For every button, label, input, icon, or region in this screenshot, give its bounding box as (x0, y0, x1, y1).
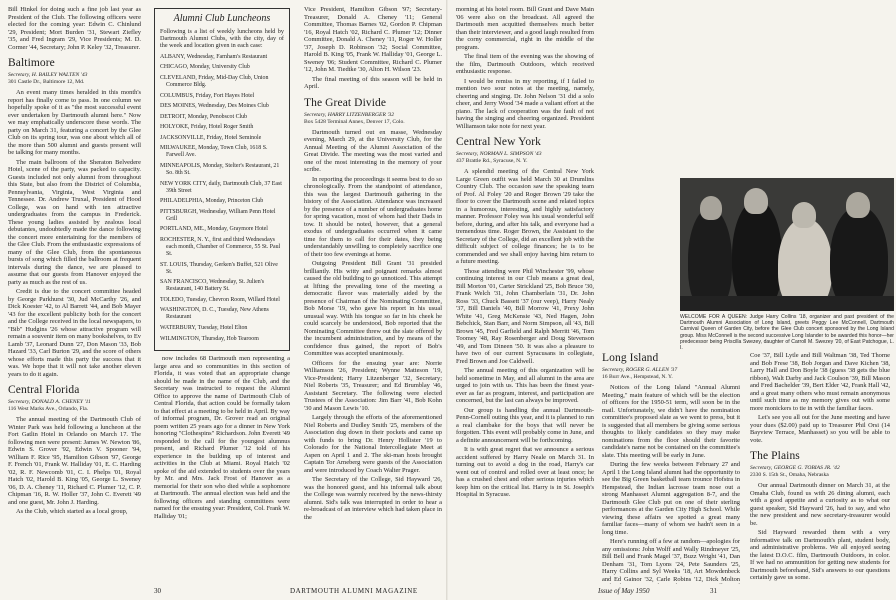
great-divide-preface-2: The final meeting of this season will be held in April. (304, 75, 442, 90)
luncheon-item: WILMINGTON, Thursday, Hob Tearoom (160, 335, 259, 342)
baltimore-address: 301 Castle Dr., Baltimore 12, Md. (8, 79, 85, 85)
central-florida-secretary: Secretary, DONALD A. CHENEY '11 (8, 399, 91, 405)
right-col-3 (750, 352, 890, 584)
luncheon-list (160, 54, 284, 343)
luncheon-box-title: Alumni Club Luncheons (173, 13, 271, 24)
central-new-york-paragraph: The annual meeting of this organization will be held sometime in May, and all alumni in the area are urged to join with us. This has been the finest year-ever as far as program, interest, and participation are concerned, but the last can always be improved. (456, 367, 594, 404)
luncheon-item: CLEVELAND, Friday, Mid-Day Club, Union Commerce Bldg. (160, 74, 269, 88)
baltimore-paragraph: Credit is due to the concert committee headed by George Parkhurst '30, Jud McCarthy '26, and Dick Koester '42, to Al Barrett '44, and Bob Mayer '43 for the excellent publicity both for the concert and the College received in the local newspapers, to "Bib" Hudgins '26 whose attractive program will remain a souvenir item on many bookshelves, to Ev Lamb '37, Leonard Dunn '27, Don Mason '33, Bob Hazard '33, Carl Burton '29, and the score of others whose efforts made this party the success that it was. We hope that it will not take another eleven years to do it again. (8, 288, 141, 378)
photo-figure (744, 188, 768, 214)
luncheon-item: ROCHESTER, N. Y., first and third Wednesdays each month, Chamber of Commerce, 55 St. Paul St. (160, 237, 281, 258)
baltimore-paragraph: An event many times heralded in this month's report has finally come to pass. In one column we hopefully spoke of it as "the most successful event ever undertaken by Dartmouth alumni here." Now we may emphatically underscore these words. The party on March 31, featuring a concert by the Glee Club on its spring tour, was one about which all of the more than 500 alumni and guests present will be talking for many months. (8, 89, 141, 156)
great-divide-secretary: Secretary, HARRY LITZENBERGER '32 (304, 111, 395, 118)
section-title-central-florida: Central Florida (8, 384, 80, 396)
great-divide-address: Box 5428 Terminal Annex, Denver 17, Colo. (304, 118, 405, 125)
photo-figure (732, 200, 782, 311)
luncheon-item: PORTLAND, ME., Monday, Graymore Hotel (160, 226, 268, 233)
plains-paragraph: Sid Hayward rewarded them with a very informative talk on Dartmouth's plant, student body, and administrative problems. We all enjoyed seeing the latest D.O.C. film, Dartmouth Outdoors, in color. If we had no ammunition for getting new students for Dartmouth beforehand, Sid's answers to our questions certainly gave us some. (750, 529, 890, 581)
luncheon-box (154, 8, 290, 351)
central-new-york-address: 437 Brattle Rd., Syracuse, N. Y. (456, 158, 528, 164)
section-title-plains: The Plains (750, 450, 800, 462)
great-divide-paragraph: Officers for the ensuing year are: Norrie Williamson '26, President; Wynne Matteson '19, Vice-President; Harry Litzenberger '32, Secretary; Niel Roberts '35, Treasurer; and Ed Brumblay '46, Assistant Secretary. The following were elected Trustees of the Association: Jim Barr '41, Bob Kohn '30 and Mason Lewis '10. (304, 359, 442, 412)
plains-address: 2330 S. 15th St., Omaha, Nebraska (750, 472, 829, 478)
right-col-1 (456, 6, 594, 584)
luncheon-item: HOLYOKE, Friday, Hotel Roger Smith (160, 124, 254, 131)
plains-paragraph: Our annual Dartmouth dinner on March 31, at the Omaha Club, found us with 26 dining alumni, each with a good appetite and a curiosity as to what our guest speaker, Sid Hayward '26, had to say, and who the new president and new secretary-treasurer would be. (750, 482, 890, 527)
luncheon-item: ST. LOUIS, Thursday, Gerken's Buffet, 521 Olive St. (160, 261, 278, 275)
left-col-2 (154, 6, 290, 584)
great-divide-continuation: I would be remiss in my reporting, if I failed to mention two sour notes at the meeting, namely, cheering and singing. Dr. John Nelson '31 did a solo cheer, and Jerry Wood '34 made a valiant effort at the piano. The lack of cooperation was the fault of not having the singing and cheering organized. President Williamson take note for next year. (456, 77, 594, 130)
left-footer-title: DARTMOUTH ALUMNI MAGAZINE (290, 587, 418, 595)
central-florida-continuation: now includes 68 Dartmouth men representing a large area and so communities in this section of Florida, it was voted that an appropriate change should be made in the name of the Club, and the Secretary was instructed to request the Alumni Office to approve the name of Dartmouth Club of Central Florida, that action could be formally taken to that effect at a meeting to be held in April. By way of informal program, Dr. Grover read an original poem written 25 years ago for a dinner in New York honoring "Clothespins" Richardson. John Everett '49 responded to the call for the youngest alumnus present, and Richard Plumer '12 told of his experience in the building up of interest and activities in the Club at Miami. Royal Hatch '02 spoke of the aid extended to students over the years by Mr. and Mrs. Jack Frost of Hanover as a memorial for their son who died while a sophomore at Dartmouth. The annual election was held and the following officers and standing committees were named for the ensuing year: President, Col. Frank W. Halliday '01; (154, 355, 290, 520)
luncheon-item: COLUMBUS, Friday, Fort Hayes Hotel (160, 92, 255, 99)
luncheon-box-intro: Following is a list of weekly luncheons held by Dartmouth Alumni Clubs, with the city, day of the week and location given in each case: (160, 27, 284, 50)
photo-figure (792, 202, 816, 228)
central-florida-address: 116 West Marks Ave., Orlando, Fla. (8, 406, 89, 412)
long-island-continuation: Let's see you all out for the June meeting and have your dues ($2.00) paid up to Treasurer Phil Orsi (14 Bayview Terrace, Manhasset) so you will be able to vote. (750, 414, 890, 444)
right-page (448, 0, 896, 600)
long-island-address: 16 Burr Ave., Hempstead, N. Y. (602, 374, 673, 380)
right-page-number: 31 (710, 587, 717, 595)
baltimore-secretary: Secretary, H. BAILEY WALTEN '43 (8, 72, 88, 78)
central-new-york-paragraph: Those attending were Phil Winchester '99, whose continuing interest in our Club means a great deal, Bill Morton '01, Carter Strickland '25, Bob Bruce '30, Frank Welch '31, John Chamberlain '31, Dr. John Ross '33, Chuck Bassett '37 (our veep), Harry Nealy '37, Bill Daniels '40, Bill Morrow '41, Prexy John White '41, Greg McKensie '43, Ned Hagen, John Bebchick, Stan Barr, and Norm Simpson, all '43, Bill Brown '45, Fred Garfield and Ralph Merritt '46, Tom Toomey '48, Ray Rosenberger and Doug Stevenson '49, and Tom Dineen '50. It was also a pleasure to have two of our current Syracusans in collegiate, Fred Brown and Joe Caldwell. (456, 267, 594, 365)
baltimore-paragraph: The main ballroom of the Sheraton Belvedere Hotel, scene of the party, was packed to capacity. Guests included not only alumni from throughout this State, but also from the District of Columbia, Pennsylvania, Virginia, West Virginia and Tennessee. Dr. Andrew Truxal, President of Hood College, was on hand with ten attractive undergraduates from the campus in Frederick. These young ladies assisted by zealous local debutantes, undoubtedly made the dance following the concert more entertaining for the members of the Glee Club. From the enthusiastic expressions of many of the Glee Club, from the spontaneous bursts of song which filled the ballroom at frequent intervals during the dance, we are pleased to assume that our guests from Hanover enjoyed the party as much as the rest of us. (8, 158, 141, 286)
glee-club-photo (680, 178, 894, 311)
long-island-secretary: Secretary, ROGER G. ALLEN '37 (602, 367, 678, 373)
plains-paragraph (750, 584, 890, 585)
long-island-continuation: Coe '37, Bill Lytle and Bill Waltman '38, Ted Thorne and Bob Frese '38, Bob Jorgan and Dave Kichen '38, Larry Hall and Don Boyle '38 (guess '38 gets the blue ribbon), Walt Darby and Jack Coulson '39, Bill Mason and Fred Bachelder '39, Bert Elder '42, Frank Hall '42, and a great many others who must remain anonymous until such time as my memory gives out with some more monickers to tie in with the familiar faces. (750, 352, 890, 412)
central-new-york-secretary: Secretary, NORMAN L. SIMPSON '43 (456, 151, 542, 157)
great-divide-paragraph: Dartmouth turned out en masse, Wednesday evening, March 29, at the University Club, for the Annual Meeting of the Alumni Association of the Great Divide. The meeting was the most varied and one of the most interesting in the memory of your scribe. (304, 128, 442, 173)
central-new-york-paragraph: It is with great regret that we announce a serious accident suffered by Harry Neale on March 31. In turning out to avoid a dog in the road, Harry's car went out of control and rolled over at least once; he has a crushed chest and other serious injuries which keep him on the critical list. Harry is in St. Joseph's Hospital in Syracuse. (456, 446, 594, 498)
central-new-york-paragraph: A splendid meeting of the Central New York Large Green outfit was held March 30 at Drumlins Country Club. The occasion saw the speaking team of Prof. Al Foley '20 and Roger Brown '29 take the floor to cover the Dartmouth scene and related topics in a humorous, interesting, and highly satisfactory manner. Professor Foley was his usual wonderful self before, during, and after his talk, and everyone had a tremendous time. Roger Brown, the Assistant to the Secretary of the College, did an excellent job with the difficult subject of college finances; he is to be commended and we shall enjoy having him return to a future meeting. (456, 168, 594, 265)
luncheon-item: MILWAUKEE, Monday, Town Club, 1618 S. Farwell Ave. (160, 145, 268, 159)
luncheon-item: CHICAGO, Monday, University Club (160, 64, 250, 71)
luncheon-item: SAN FRANCISCO, Wednesday, St. Julien's Restaurant, 140 Battery St. (160, 279, 265, 293)
section-title-baltimore: Baltimore (8, 57, 55, 69)
luncheon-item: JACKSONVILLE, Friday, Hotel Seminole (160, 134, 262, 141)
left-col-1 (8, 6, 141, 584)
luncheon-item: ALBANY, Wednesday, Farnham's Restaurant (160, 53, 268, 60)
left-page-number: 30 (154, 587, 161, 595)
photo-figure (700, 196, 722, 220)
great-divide-continuation: morning at his hotel room. Bill Grant and Dave Main '06 were also on the broadcast. All agreed the Dartmouth men acquitted themselves much better than their interviewer, and a good laugh resulted from the corny commercial, right in the middle of the program. (456, 6, 594, 51)
section-title-long-island: Long Island (602, 352, 659, 364)
luncheon-item: DES MOINES, Wednesday, Des Moines Club (160, 103, 269, 110)
left-col-3 (304, 6, 442, 584)
photo-floor (680, 296, 894, 311)
great-divide-paragraph: Largely through the efforts of the aforementioned Niel Roberts and Dudley Smith '25, members of the Association dug down in their pockets and came up with funds to bring Dr. Henry Hollister '19 to Colorado for the National Intercollegiate Meet at Aspen on April 1 and 2. The ski-man hosts brought Captain Tor Arneberg were guests of the Association and were introduced by Coach Walter Prager. (304, 414, 442, 474)
photo-caption: WELCOME FOR A QUEEN: Judge Harry Collins '18, organizer and past president of the Dartmouth Alumni Association of Long Island, greets Peggy Lee McConnell, Dartmouth Carnival Queen of Garden City, before the Glee Club concert sponsored by the Long Island group. Miss McConnell is the second successive Long Islander to be awarded this honor—her predecessor being Priscilla Swezey, daughter of Carroll M. Swezey '20, of East Patchogue, L. I. (680, 314, 894, 352)
intro-paragraph: Bill Hinkel for doing such a fine job last year as President of the Club. The following officers were elected for the coming year: Edwin C. Chinlund '29, President; Mort Burden '31, Stewart Ziefley '35, and Fred Ingram '29, Vice Presidents; M. D. Cormer '44, Secretary; John P. Keley '32, Treasurer. (8, 6, 141, 51)
right-col-2 (602, 352, 740, 584)
great-divide-continuation: The final item of the evening was the showing of the film, Dartmouth Outdoors, which received enthusiastic response. (456, 53, 594, 75)
central-new-york-paragraph: Our group is handling the annual Dartmouth-Penn-Cornell outing this year, and it is planned to run a real clambake for the boys that will never be forgotten. This event will probably come in June, and a definite announcement will be forthcoming. (456, 406, 594, 444)
luncheon-item: NEW YORK CITY, daily, Dartmouth Club, 37 East 39th Street (160, 180, 282, 194)
long-island-paragraph: During the few weeks between February 27 and April 1 the Long Island alumni had the opportunity to see the Big Green basketball team trounce Hofstra in Hempstead, the Indian lacrosse team nose out a strong Manhasset Alumni aggregation 8-7, and the Dartmouth Glee Club put on one of their sterling performances at the Garden City High School. While viewing these affairs we spotted a great many familiar faces—many of whom we hadn't seen in a long time. (602, 461, 740, 536)
luncheon-item: MINNEAPOLIS, Monday, Stelter's Restaurant, 21 So. 8th St. (160, 163, 280, 177)
plains-secretary: Secretary, GEORGE G. TOBIAS JR. '42 (750, 465, 840, 471)
central-florida-paragraph: As the Club, which started as a local group, (16, 508, 128, 515)
luncheon-item: WATERBURY, Tuesday, Hotel Elton (160, 325, 248, 331)
luncheon-item: WASHINGTON, D. C., Tuesday, New Athens Restaurant (160, 307, 269, 321)
section-title-great-divide: The Great Divide (304, 96, 387, 109)
long-island-paragraph: Here's running off a few at random—apologies for any omissions: John Wolff and Wally Rindmeyer '25, Bill Bell and Frank Magel '37, Buzz Wright '41, Dan Denham '31, Tom Lyons '24, Pete Saunders '25, Harry Collins and Syl Weeks '18, Art Mowdenbeck and Ed Gainor '32, Carle Robins '12, Dick Molton (602, 538, 740, 583)
luncheon-item: PHILADELPHIA, Monday, Princeton Club (160, 198, 264, 205)
great-divide-paragraph: Outgoing President Bill Grant '31 presided brilliantly. His witty and poignant remarks almost caused the old building to go unnoticed. This attempt at lifting the prevailing tone of the meeting a democratic flavor was materially aided by the presence of Chairman of the Nominating Committee, Bob Morse '19, who gave his report in his usual unusual way. With his tongue so far in his cheek he could scarcely be understood, Bob reported that the Nominating Committee threw out the slate offered by the incumbent administration, and by means of the confidence thus gained, the report of Bob's Committee was accepted unanimously. (304, 260, 442, 357)
great-divide-paragraph: In reporting the proceedings it seems best to do so chronologically. From the standpoint of attendance, this was the largest Dartmouth gathering in the history of the Association. Attendance was increased by the presence of a number of undergraduates home for spring vacation, most of whom had their Dads in tow. It should be noted, however, that a general exodus of undergraduates occurred when it came time for them to call for their dates, they being understandably unwilling to completely sacrifice one of their too few evenings at home. (304, 175, 442, 258)
luncheon-item: PITTSBURGH, Wednesday, William Penn Hotel Grill (160, 208, 276, 222)
section-title-central-new-york: Central New York (456, 136, 541, 148)
long-island-paragraph: Notices of the Long Island "Annual Alumni Meeting," main feature of which will be the election of officers for the 1950-51 term, will soon be in the mail. Unfortunately, we didn't have the nomination committee's proposed slate as we went to press, but it is suggested that all members be giving some serious thoughts to likely candidates so they may make nominations from the floor should their favorite candidate's name not be contained on the committee's slate. This meeting will be early in June. (602, 384, 740, 459)
luncheon-item: DETROIT, Monday, Penobscot Club (160, 113, 248, 120)
photo-figure (846, 192, 870, 218)
right-footer-issue: Issue of May 1950 (598, 587, 650, 595)
luncheon-item: TOLEDO, Tuesday, Chevron Room, Willard Hotel (160, 296, 280, 303)
central-florida-paragraph: The annual meeting of the Dartmouth Club of Winter Park was held following a luncheon at the Fort Gatlin Hotel in Orlando on March 17. The following men were present: James W. Newton '86, Edwin S. Grover '92, Edwin V. Spooner '94, William F. Rice '95, Hamilton Gibson '97, George F. French '01, Frank W. Halliday '01, E. C. Harding '02, R. F. Newcomb '01, C. I. Phelps '01, Royal Hatch '02, Harold B. King '05, George L. Sweney '06, D. A. Cheney '11, Richard C. Plumer '12, C. P. Chipman '16, R. W. Holler '37, John C. Everett '49 and one guest, Mr. John J. Harding. (8, 416, 141, 506)
great-divide-preface: Vice President, Hamilton Gibson '97; Secretary-Treasurer, Donald A. Cheney '11; General Committee, Thomas Barnes '02, Gordon P. Chipman '16, Royal Hatch '02, Richard C. Plumer '12; Dinner Committee, Donald A. Cheney '11, Roger W. Holler '37, Joseph D. Robinson '32; Social Committee, Harold B. King '05, Frank W. Halliday '01, George L. Sweney '06; Student Committee, Richard C. Plumer '12, John M. Tiedtke '30, Alton H. Wilson '23. (304, 6, 442, 73)
great-divide-paragraph: The Secretary of the College, Sid Hayward '26, was the honored guest, and his informal talk about the College was warmly received by the news-thirsty alumni. Sid's talk was interrupted in order to hear a re-broadcast of an interview which had taken place in the (304, 476, 442, 521)
